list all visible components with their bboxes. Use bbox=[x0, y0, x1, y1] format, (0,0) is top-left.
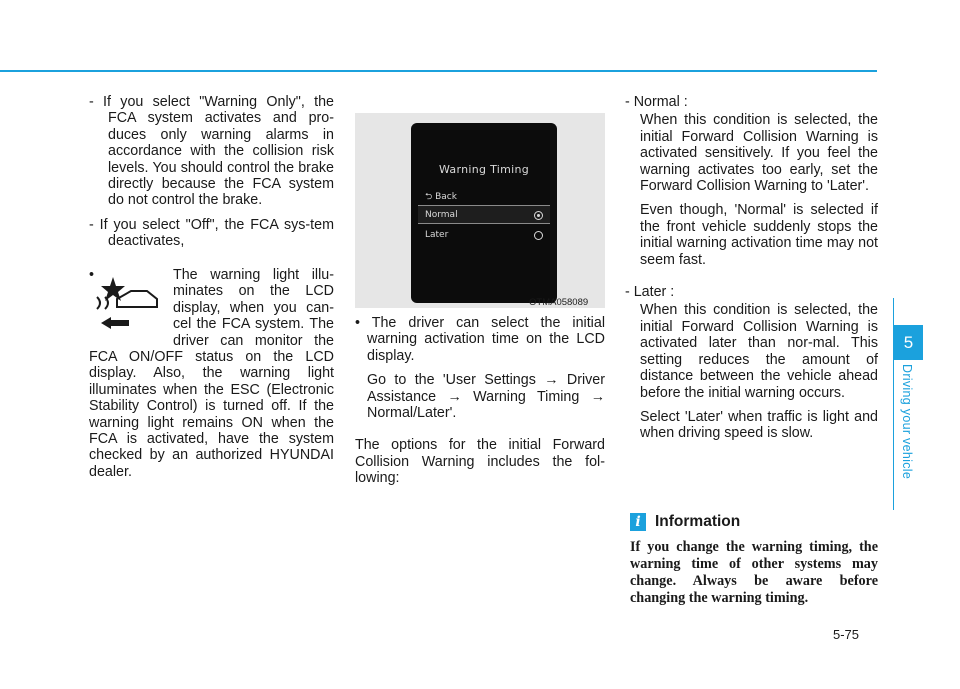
later-paragraph-1: When this condition is selected, the initial Forward Collision Warning is activated later than nor-mal. This setting reduces the amount of distance between the vehicle ahead before the initial warning occurs. bbox=[640, 302, 878, 401]
information-body: If you change the warning timing, the warning time of other systems may change. Always be aware before changing the warning timing. bbox=[630, 539, 878, 606]
settings-path: Go to the 'User Settings → Driver Assistance → Warning Timing → Normal/Later'. bbox=[367, 372, 605, 422]
header-rule bbox=[0, 70, 877, 72]
lcd-option-normal bbox=[418, 205, 550, 224]
lcd-option-later-label: Later bbox=[425, 230, 449, 240]
chapter-label: Driving your vehicle bbox=[900, 364, 914, 480]
warning-light-bullet bbox=[89, 267, 334, 480]
info-icon: i bbox=[630, 513, 646, 531]
column-right bbox=[625, 94, 878, 442]
lcd-screenshot bbox=[355, 113, 605, 308]
later-label: - Later : bbox=[625, 284, 675, 301]
normal-label: - Normal : bbox=[625, 94, 688, 110]
lcd-option-normal-label: Normal bbox=[425, 210, 458, 220]
select-timing-bullet: • The driver can select the initial warning activation time on the LCD display. bbox=[355, 315, 605, 364]
fca-warning-light-icon bbox=[95, 277, 159, 333]
page-number: 5-75 bbox=[833, 627, 860, 642]
options-intro: The options for the initial Forward Collision Warning includes the fol-lowing: bbox=[355, 437, 605, 487]
lcd-back: ⮌ Back bbox=[425, 192, 457, 202]
bullet-marker: • bbox=[89, 267, 95, 283]
radio-empty-icon bbox=[534, 231, 543, 240]
later-paragraph-2: Select 'Later' when traffic is light and when driving speed is slow. bbox=[640, 408, 878, 442]
off-item: - If you select "Off", the FCA sys-tem deactivates, bbox=[89, 216, 334, 250]
column-left bbox=[89, 94, 334, 250]
lcd-option-later bbox=[418, 226, 550, 245]
lcd-display bbox=[411, 123, 557, 303]
information-heading bbox=[630, 513, 740, 531]
information-title: Information bbox=[655, 513, 741, 530]
radio-selected-icon bbox=[534, 211, 543, 220]
warning-light-text: The warning light illu-minates on the LCD display, when you can-cel the FCA system. The driver can monitor the FCA ON/OFF status on the LCD display. Also, the warning light illuminates when the ESC (Electronic Stability Control) is turned off. If the warning light remains ON when the FCA is activated, have the system checked by an authorized HYUNDAI dealer. bbox=[89, 267, 334, 480]
image-caption: OTMA058089 bbox=[529, 297, 589, 308]
warning-only-item: - If you select "Warning Only", the FCA system activates and pro-duces only warning alarms in accordance with the collision risk levels. You should control the brake directly because the FCA system do not control the brake. bbox=[89, 94, 334, 209]
lcd-title: Warning Timing bbox=[438, 163, 530, 176]
chapter-tab: 5 bbox=[894, 325, 923, 360]
normal-paragraph-1: When this condition is selected, the initial Forward Collision Warning is activated sensitively. If you feel the warning activates too early, set the Forward Collision Warning to 'Later'. bbox=[640, 112, 878, 195]
normal-paragraph-2: Even though, 'Normal' is selected if the front vehicle suddenly stops the initial warning activation time may not seem fast. bbox=[640, 202, 878, 268]
column-middle bbox=[355, 315, 605, 487]
